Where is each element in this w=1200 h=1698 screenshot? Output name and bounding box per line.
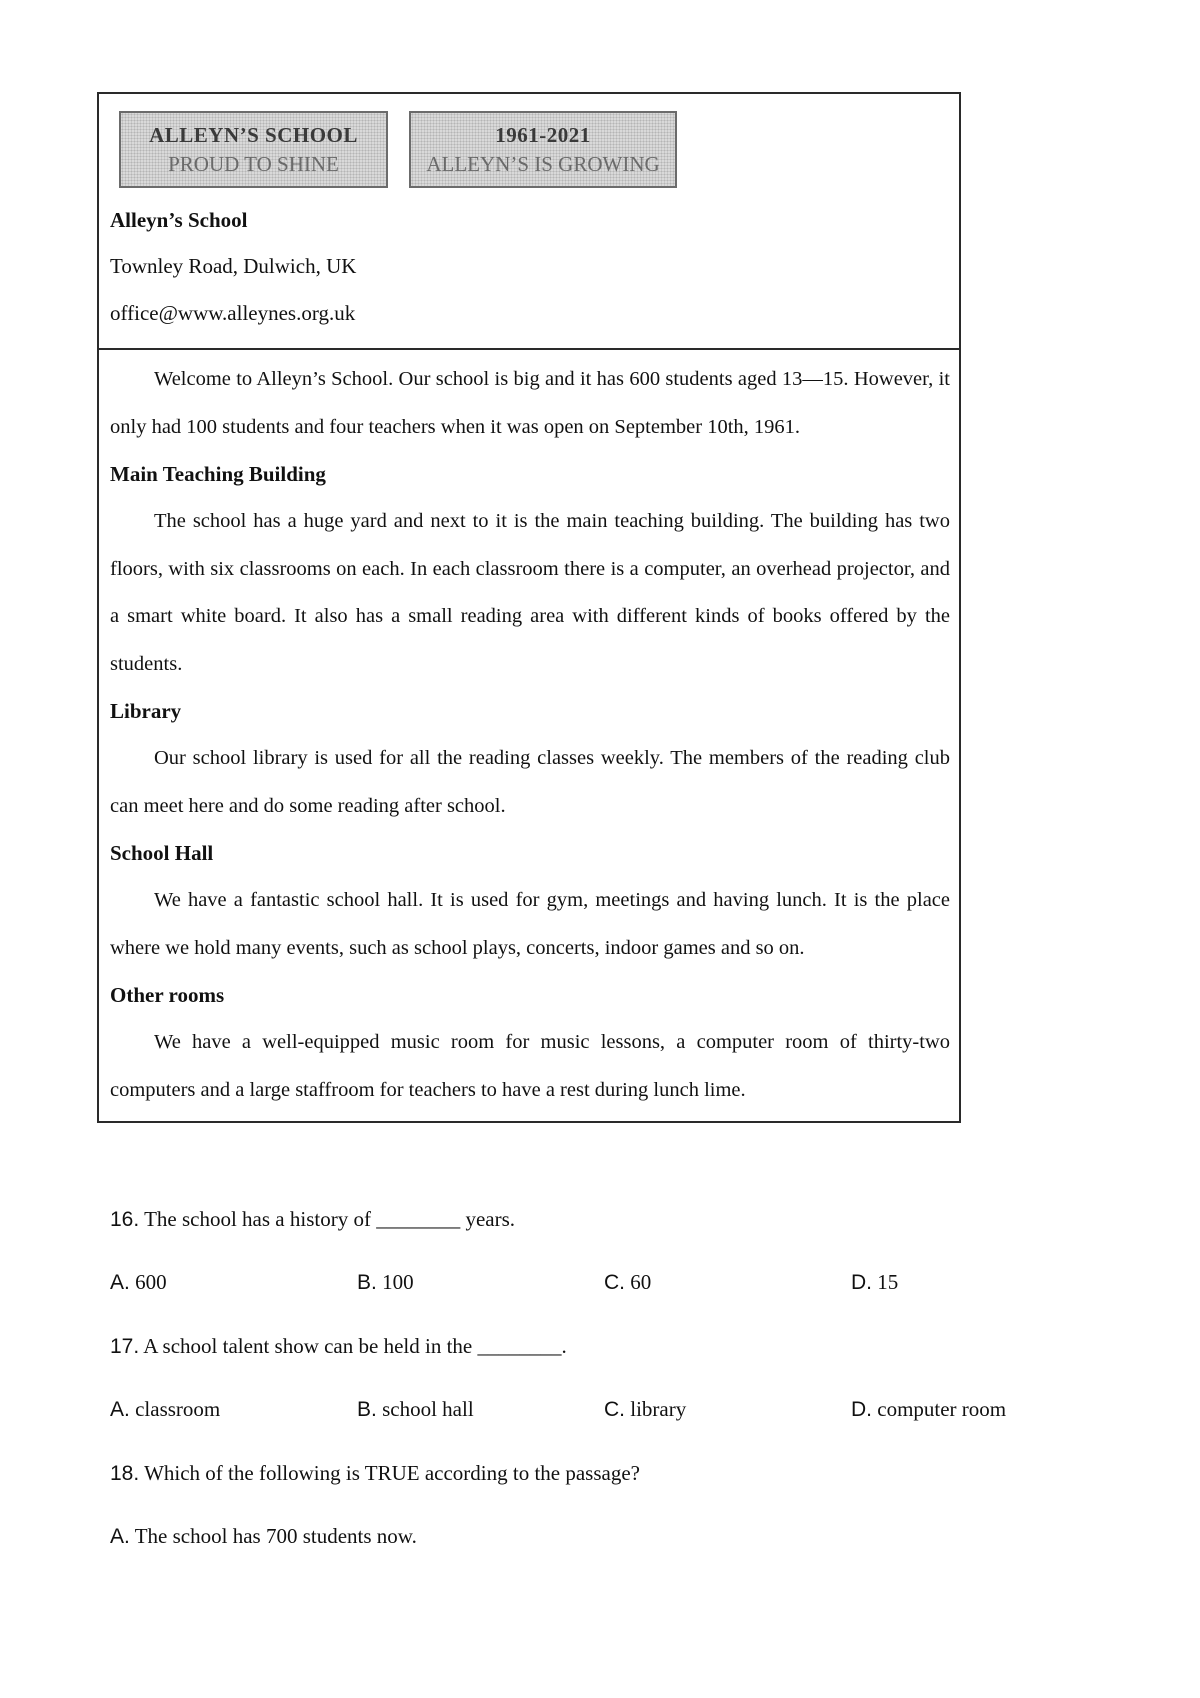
option-text: The school has 700 students now. [134,1524,417,1548]
option-c[interactable] [604,1397,686,1422]
section-heading: School Hall [110,841,214,865]
school-name: Alleyn’s School [110,208,248,232]
anniversary-banner [409,111,677,188]
option-text: 15 [877,1270,899,1294]
option-text: computer room [877,1397,1007,1421]
option-label: B. [357,1398,377,1421]
section-paragraph: Our school library is used for all the reading classes weekly. The members of the reading club can meet here and do some reading after school. [110,747,950,817]
option-text: 600 [135,1270,167,1294]
section-paragraph: The school has a huge yard and next to it is the main teaching building. The building has two floors, with six classrooms on each. In each classroom there is a computer, an overhead projector, and a smart white board. It also has a small reading area with different kinds of books offered by the students. [110,510,950,675]
question-17 [110,1334,567,1359]
option-text: library [630,1397,687,1421]
section-heading: Main Teaching Building [110,462,326,486]
option-a[interactable] [110,1397,220,1422]
option-label: C. [604,1271,625,1294]
school-info-card [97,92,961,1123]
question-number: 17. [110,1335,140,1358]
question-16 [110,1207,515,1232]
option-label: B. [357,1271,377,1294]
question-text: The school has a history of ________ years. [144,1207,516,1231]
section-paragraph: We have a well-equipped music room for music lessons, a computer room of thirty-two computers and a large staffroom for teachers to have a rest during lunch lime. [110,1031,950,1101]
option-text: school hall [382,1397,474,1421]
option-b[interactable] [357,1397,474,1422]
option-text: 60 [630,1270,652,1294]
option-d[interactable] [851,1397,1006,1422]
option-c[interactable] [604,1270,651,1295]
banner-subtitle: PROUD TO SHINE [168,152,339,176]
option-d[interactable] [851,1270,898,1295]
option-text: classroom [135,1397,221,1421]
option-b[interactable] [357,1270,414,1295]
banner-subtitle: ALLEYN’S IS GROWING [426,152,660,176]
section-heading: Other rooms [110,983,225,1007]
card-header [99,94,959,350]
question-number: 18. [110,1462,140,1485]
intro-paragraph: Welcome to Alleyn’s School. Our school is big and it has 600 students aged 13—15. However, it only had 100 students and four teachers when it was open on September 10th, 1961. [110,368,950,438]
school-address: Townley Road, Dulwich, UK [110,254,357,278]
option-label: D. [851,1271,872,1294]
option-label: C. [604,1398,625,1421]
section-paragraph: We have a fantastic school hall. It is used for gym, meetings and having lunch. It is the place where we hold many events, such as school plays, concerts, indoor games and so on. [110,889,950,959]
section-heading: Library [110,699,182,723]
option-a[interactable] [110,1524,417,1549]
option-text: 100 [382,1270,414,1294]
option-label: D. [851,1398,872,1421]
motto-banner [119,111,388,188]
option-label: A. [110,1398,130,1421]
question-text: A school talent show can be held in the ________. [143,1334,567,1358]
question-number: 16. [110,1208,140,1231]
banner-title: 1961-2021 [495,123,591,147]
option-label: A. [110,1525,130,1548]
question-text: Which of the following is TRUE according to the passage? [144,1461,640,1485]
question-18 [110,1461,640,1486]
banner-title: ALLEYN’S SCHOOL [149,123,358,147]
option-a[interactable] [110,1270,167,1295]
school-email: office@www.alleynes.org.uk [110,301,356,325]
option-label: A. [110,1271,130,1294]
